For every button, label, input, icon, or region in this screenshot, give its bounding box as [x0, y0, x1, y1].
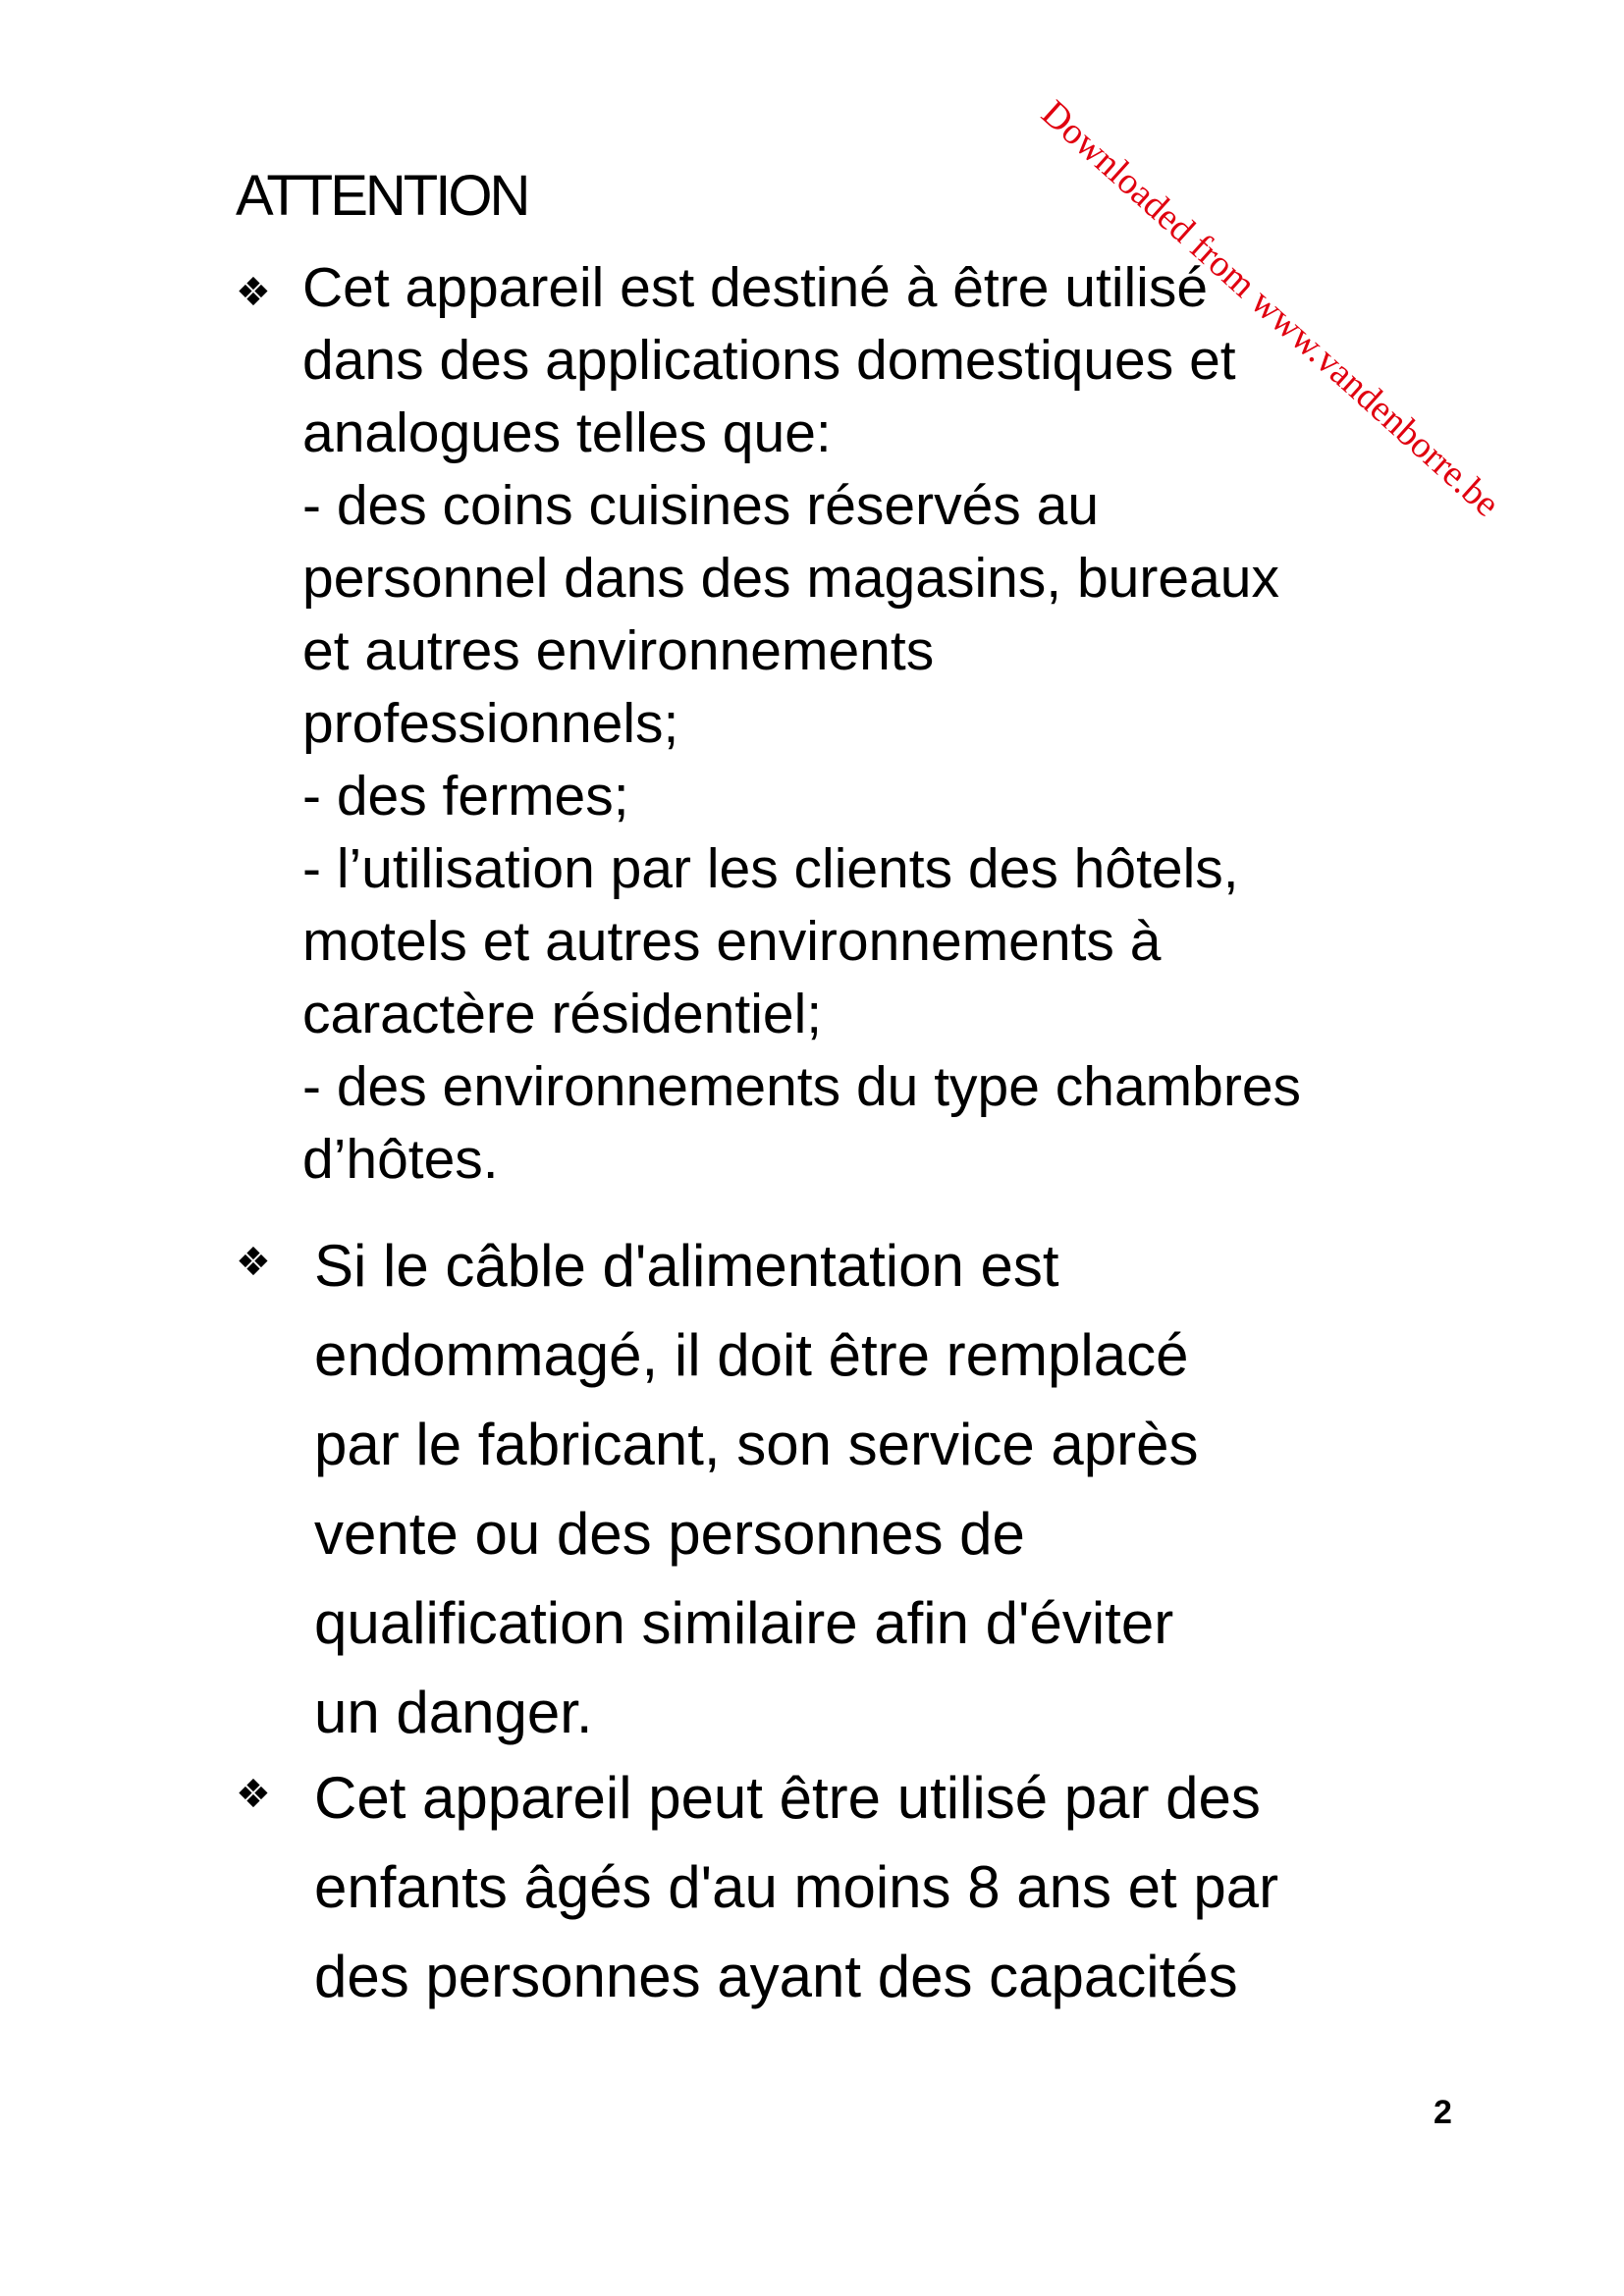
text-line: - des environnements du type chambres: [302, 1055, 1302, 1118]
text-line: dans des applications domestiques et: [302, 329, 1236, 392]
text-line: des personnes ayant des capacités: [314, 1944, 1238, 2009]
text-line: Si le câble d'alimentation est: [314, 1233, 1059, 1299]
text-line: personnel dans des magasins, bureaux: [302, 547, 1279, 610]
text-line: - des fermes;: [302, 765, 629, 828]
diamond-bullet-icon: ❖: [236, 1773, 271, 1816]
text-line: - des coins cuisines réservés au: [302, 474, 1100, 537]
diamond-bullet-icon: ❖: [236, 1241, 271, 1284]
attention-heading: ATTENTION: [236, 164, 528, 228]
text-line: par le fabricant, son service après: [314, 1412, 1199, 1477]
text-line: Cet appareil peut être utilisé par des: [314, 1765, 1261, 1831]
bullet-text: [314, 1221, 1198, 1757]
text-line: analogues telles que:: [302, 401, 832, 464]
text-line: d’hôtes.: [302, 1128, 499, 1191]
bullet-text: [314, 1753, 1278, 2021]
text-line: un danger.: [314, 1680, 593, 1745]
text-line: vente ou des personnes de: [314, 1501, 1025, 1567]
diamond-bullet-icon: ❖: [236, 271, 271, 314]
page-number: 2: [1434, 2094, 1452, 2131]
text-line: qualification similaire afin d'éviter: [314, 1590, 1174, 1656]
bullet-text: [302, 251, 1301, 1196]
text-line: professionnels;: [302, 692, 679, 755]
text-line: et autres environnements: [302, 619, 935, 682]
download-watermark: Downloaded from www.vandenborre.be: [1033, 92, 1508, 525]
text-line: - l’utilisation par les clients des hôtels,: [302, 837, 1239, 900]
text-line: Cet appareil est destiné à être utilisé: [302, 256, 1209, 319]
text-line: enfants âgés d'au moins 8 ans et par: [314, 1854, 1279, 1920]
text-line: motels et autres environnements à: [302, 910, 1162, 973]
text-line: caractère résidentiel;: [302, 983, 823, 1045]
text-line: endommagé, il doit être remplacé: [314, 1322, 1189, 1388]
